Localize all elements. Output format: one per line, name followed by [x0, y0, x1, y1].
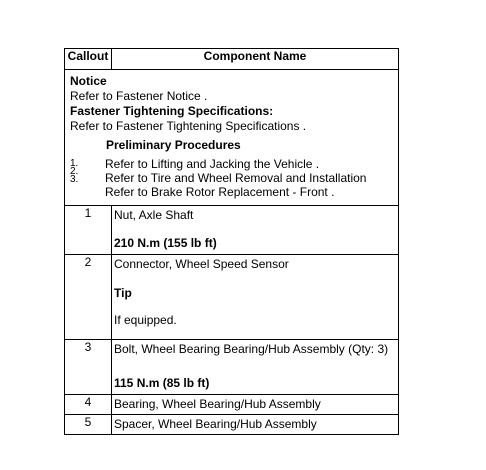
step-text: Refer to Brake Rotor Replacement - Front .	[105, 185, 335, 199]
component-name: Bearing, Wheel Bearing/Hub Assembly	[114, 397, 321, 411]
callout-number: 1	[65, 206, 112, 255]
step-number: 2.	[70, 166, 79, 177]
notes-row	[65, 70, 399, 206]
component-name: Spacer, Wheel Bearing/Hub Assembly	[114, 417, 317, 431]
component-name: Connector, Wheel Speed Sensor	[114, 257, 289, 271]
preliminary-procedures-title: Preliminary Procedures	[106, 138, 241, 152]
component-name: Bolt, Wheel Bearing Bearing/Hub Assembly (Qty: 3)	[114, 342, 389, 356]
table-row	[65, 206, 399, 255]
step-text: Refer to Lifting and Jacking the Vehicle .	[105, 157, 320, 171]
notes-cell	[65, 70, 399, 206]
component-name-column-header: Component Name	[112, 49, 399, 70]
step-text: Refer to Tire and Wheel Removal and Installation	[105, 171, 367, 185]
callout-number: 4	[65, 395, 112, 415]
tip-label: Tip	[114, 286, 132, 300]
step-number: 3.	[70, 174, 79, 185]
component-table	[64, 48, 399, 435]
component-cell	[112, 255, 399, 340]
step-number: 1.	[70, 158, 79, 169]
component-cell	[112, 340, 399, 395]
component-name: Nut, Axle Shaft	[114, 208, 194, 222]
table-row	[65, 395, 399, 415]
table-row	[65, 255, 399, 340]
spec-title: Fastener Tightening Specifications:	[70, 104, 274, 118]
torque-spec: 210 N.m (155 lb ft)	[114, 236, 217, 250]
component-cell	[112, 415, 399, 435]
notice-text: Refer to Fastener Notice .	[70, 89, 208, 103]
table-header-row	[65, 49, 399, 70]
torque-spec: 115 N.m (85 lb ft)	[114, 376, 210, 390]
spec-text: Refer to Fastener Tightening Specifications .	[70, 119, 307, 133]
component-cell	[112, 206, 399, 255]
callout-number: 2	[65, 255, 112, 340]
callout-number: 3	[65, 340, 112, 395]
table-row	[65, 340, 399, 395]
notice-title: Notice	[70, 74, 107, 88]
component-cell	[112, 395, 399, 415]
preliminary-steps-list	[70, 157, 394, 199]
callout-column-header: Callout	[65, 49, 112, 70]
tip-note: If equipped.	[114, 313, 177, 327]
callout-number: 5	[65, 415, 112, 435]
table-row	[65, 415, 399, 435]
